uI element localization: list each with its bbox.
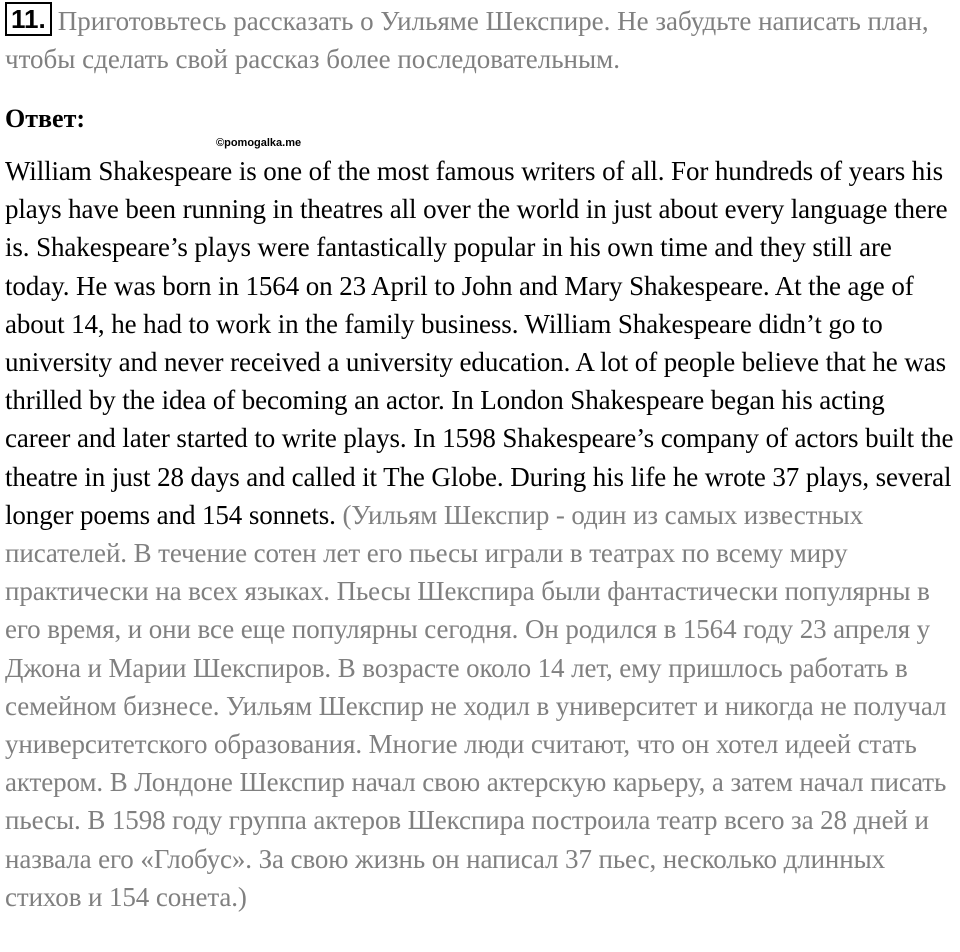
watermark-text: ©pomogalka.me [216, 137, 302, 149]
answer-heading: Ответ: [5, 104, 86, 133]
task-instruction: Приготовьтесь рассказать о Уильяме Шекспире. Не забудьте написать план, чтобы сделать свой рассказ более последовательным. [5, 6, 929, 74]
answer-russian-translation: (Уильям Шекспир - один из самых известных писателей. В течение сотен лет его пьесы играли в театрах по всему миру практически на всех языках. Пьесы Шекспира были фантастически популярны в его время, и они все еще популярны сегодня. Он родился в 1564 году 23 апреля у Джона и Марии Шекспиров. В возрасте около 14 лет, ему пришлось работать в семейном бизнесе. Уильям Шекспир не ходил в университет и никогда не получал университетского образования. Многие люди считают, что он хотел идеей стать актером. В Лондоне Шекспир начал свою актерскую карьеру, а затем начал писать пьесы. В 1598 году группа актеров Шекспира построила театр всего за 28 дней и назвала его «Глобус». За свою жизнь он написал 37 пьес, несколько длинных стихов и 154 сонета.) [5, 499, 947, 912]
task-block [5, 2, 955, 78]
document-page [5, 0, 955, 916]
task-number-badge: 11. [5, 2, 52, 36]
answer-english-text: William Shakespeare is one of the most famous writers of all. For hundreds of years his plays have been running in theatres all over the world in just about every language there is. Shakespeare’s plays were fantastically popular in his own time and they still are today. He was born in 1564 on 23 April to John and Mary Shakespeare. At the age of about 14, he had to work in the family business. William Shakespeare didn’t go to university and never received a university education. A lot of people believe that he was thrilled by the idea of becoming an actor. In London Shakespeare began his acting career and later started to write plays. In 1598 Shakespeare’s company of actors built the theatre in just 28 days and called it The Globe. During his life he wrote 37 plays, several longer poems and 154 sonnets. [5, 156, 954, 530]
answer-body [5, 152, 955, 916]
